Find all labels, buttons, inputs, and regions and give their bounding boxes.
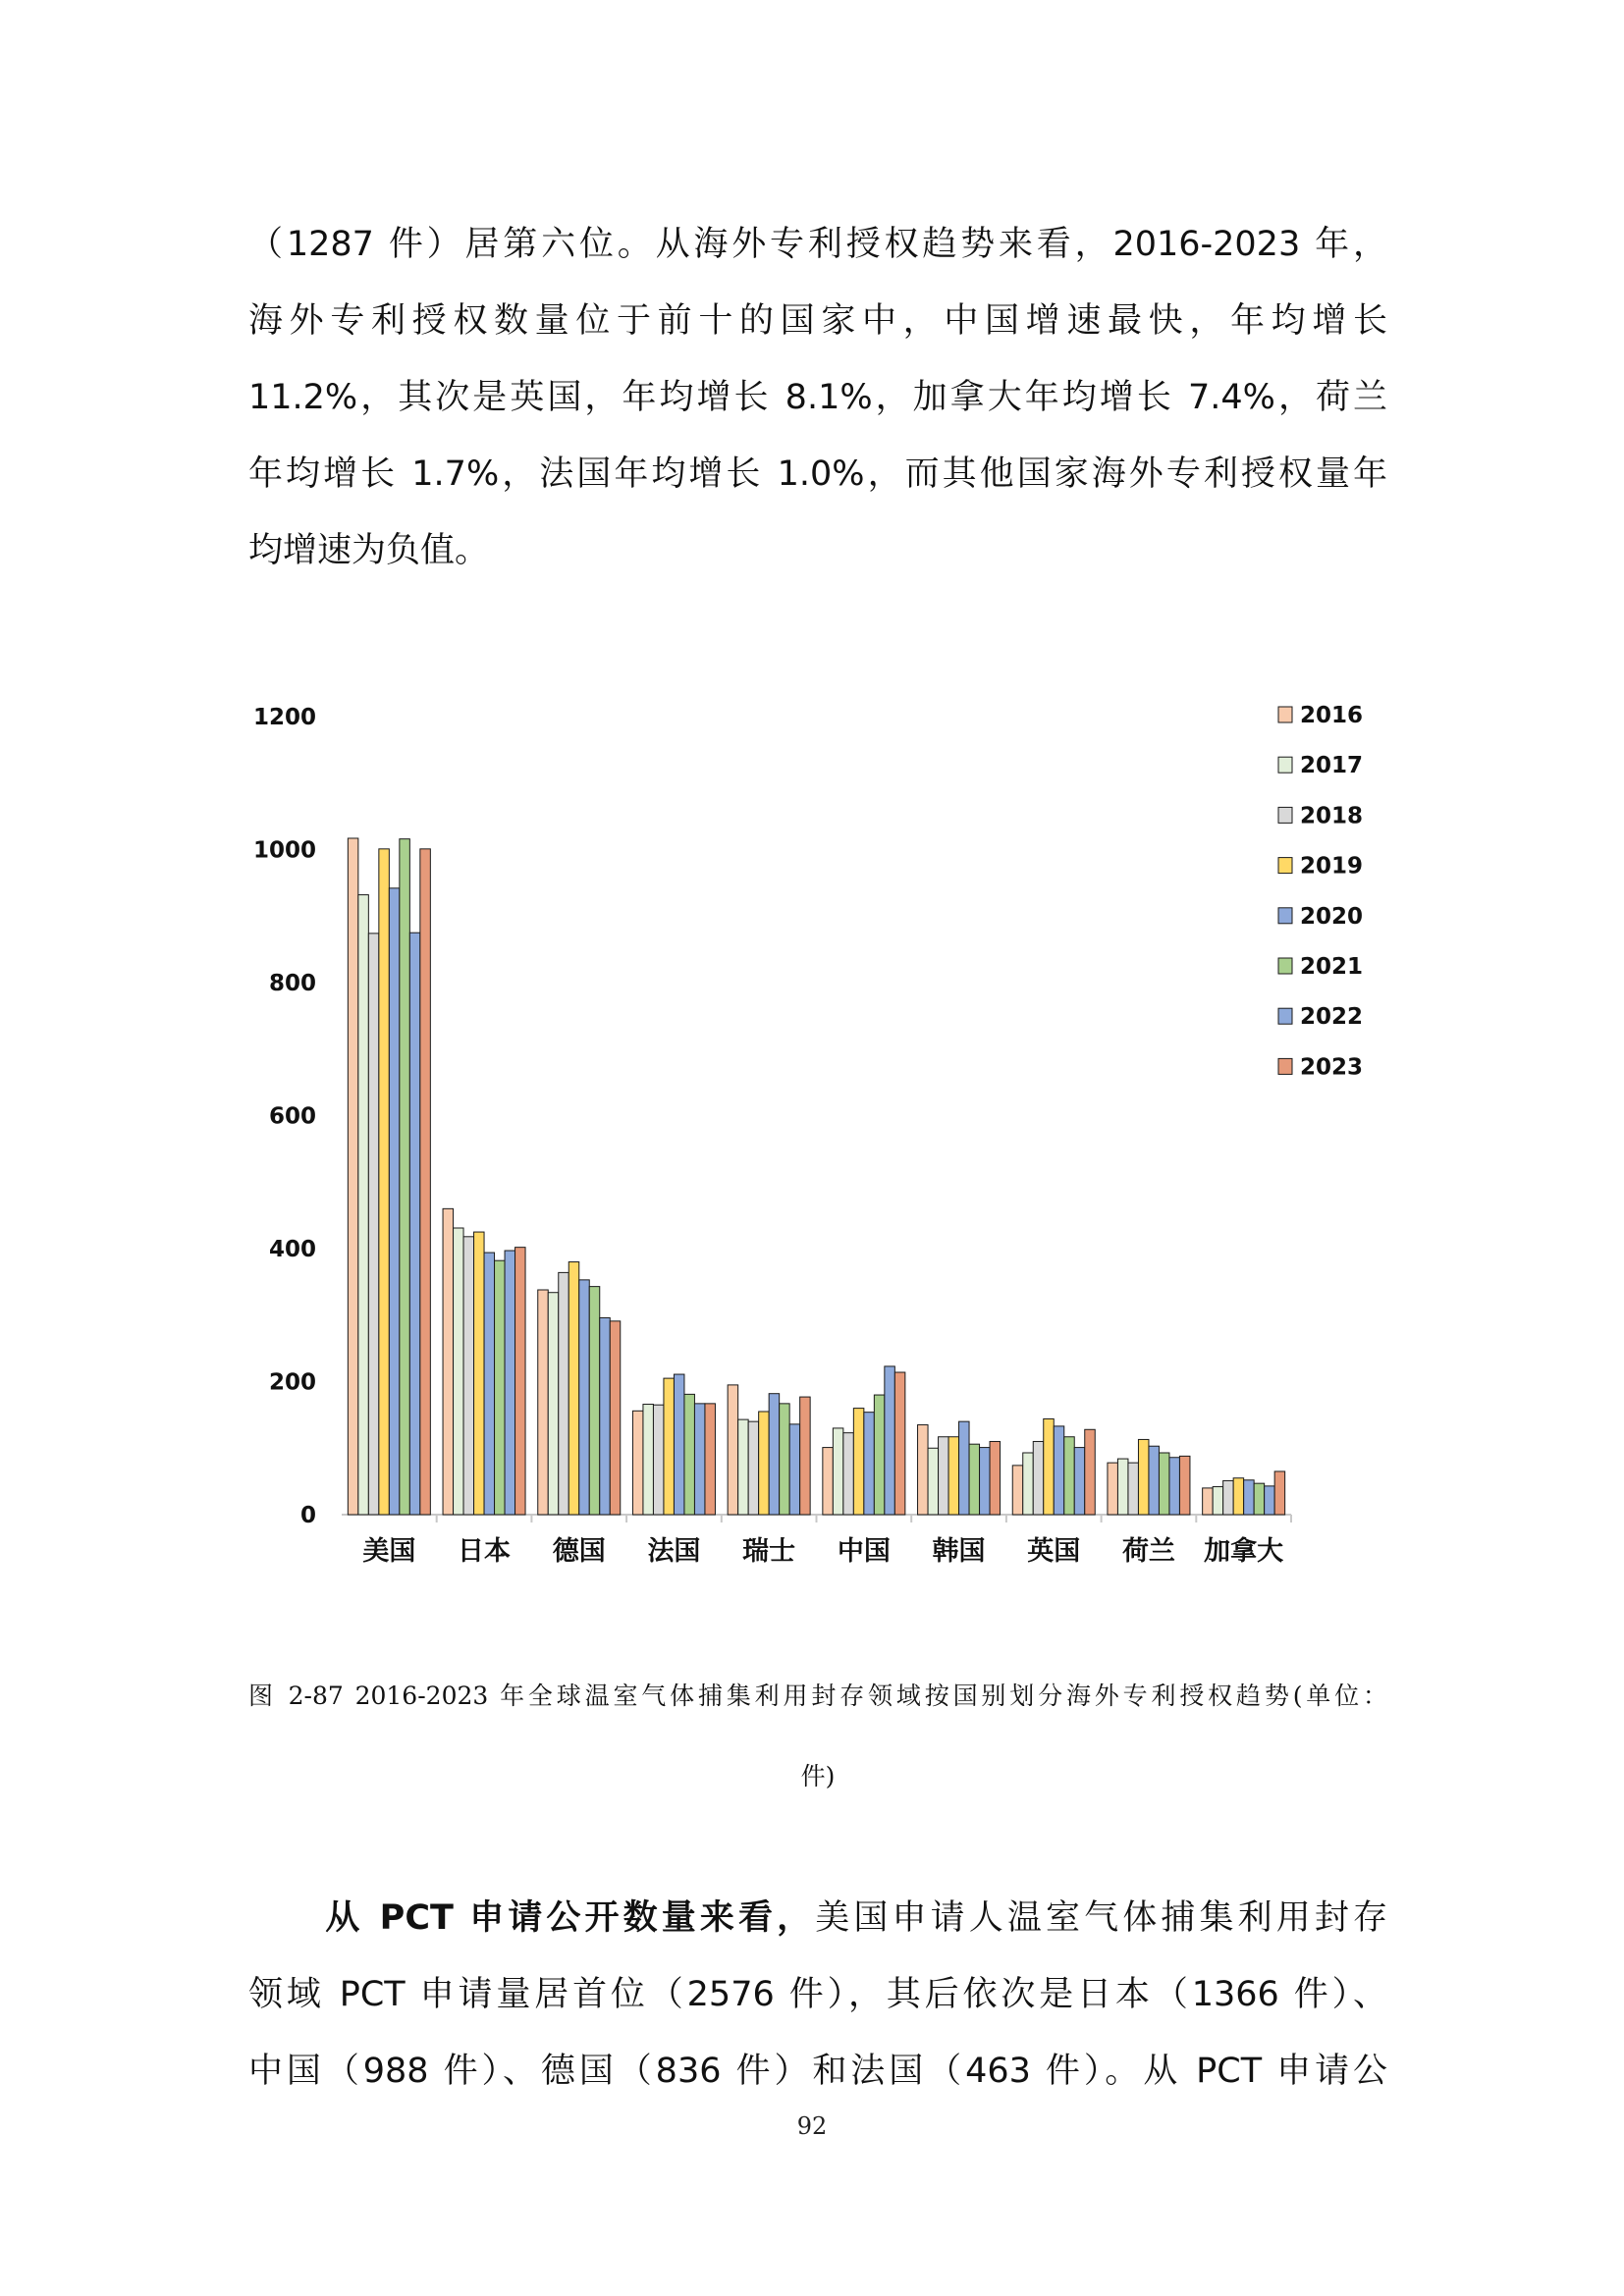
- body-paragraph-bottom: [248, 1880, 1387, 2109]
- legend-swatch: [1278, 1058, 1292, 1074]
- bar-2020: [1054, 1426, 1064, 1515]
- legend-swatch: [1278, 958, 1292, 974]
- bar-chart: [226, 677, 1404, 1600]
- bar-2018: [653, 1405, 664, 1515]
- bar-2022: [1169, 1458, 1180, 1515]
- x-tick-label: 法国: [647, 1536, 701, 1567]
- body-paragraph-top: [248, 206, 1387, 589]
- y-tick-label: 1200: [252, 705, 316, 730]
- bar-2017: [1117, 1459, 1128, 1515]
- bar-2019: [474, 1232, 485, 1515]
- bar-2021: [1254, 1483, 1265, 1515]
- bar-2022: [600, 1317, 611, 1515]
- bar-2022: [694, 1404, 705, 1515]
- bar-2022: [505, 1251, 515, 1515]
- bar-2022: [885, 1366, 895, 1515]
- bar-2018: [1223, 1480, 1234, 1515]
- legend-swatch: [1278, 1008, 1292, 1024]
- bar-2022: [409, 933, 420, 1515]
- legend-label: 2020: [1300, 903, 1364, 930]
- bar-2019: [948, 1437, 959, 1515]
- y-tick-label: 200: [268, 1369, 316, 1396]
- bar-2019: [568, 1262, 579, 1515]
- bar-2022: [1074, 1448, 1085, 1515]
- y-tick-label: 0: [299, 1503, 316, 1528]
- bar-2016: [538, 1290, 549, 1515]
- bold-lead-text: 从 PCT 申请公开数量来看，: [325, 1898, 816, 1938]
- bar-2018: [939, 1437, 949, 1515]
- bar-2020: [674, 1374, 684, 1515]
- x-tick-label: 英国: [1027, 1536, 1081, 1567]
- bar-2023: [1085, 1429, 1096, 1515]
- bar-2021: [1159, 1453, 1169, 1515]
- bar-2017: [643, 1405, 654, 1515]
- bar-2018: [1128, 1463, 1139, 1515]
- x-tick-label: 中国: [837, 1536, 891, 1567]
- bar-2020: [864, 1413, 875, 1515]
- bar-2023: [800, 1397, 811, 1515]
- bar-2021: [589, 1287, 600, 1515]
- bar-2016: [443, 1208, 454, 1515]
- bar-2023: [610, 1321, 621, 1515]
- bar-2021: [969, 1444, 980, 1515]
- bar-2023: [1179, 1456, 1190, 1515]
- legend-swatch: [1278, 757, 1292, 773]
- bar-2016: [348, 838, 358, 1515]
- bar-2020: [389, 888, 400, 1515]
- bar-chart-svg: [226, 677, 1404, 1600]
- figure-caption-line2: 件): [800, 1762, 836, 1790]
- bar-2022: [789, 1424, 800, 1515]
- bar-2020: [484, 1253, 495, 1515]
- legend-label: 2017: [1300, 753, 1364, 779]
- paragraph-line: 领域 PCT 申请量居首位（2576 件），其后依次是日本（1366 件）、: [248, 1975, 1387, 2014]
- bar-2018: [748, 1421, 759, 1515]
- bar-2019: [853, 1409, 864, 1515]
- bar-2016: [823, 1448, 834, 1515]
- bar-2019: [1138, 1439, 1149, 1515]
- y-tick-label: 400: [268, 1237, 316, 1262]
- bar-2019: [1233, 1478, 1244, 1515]
- bar-2022: [980, 1448, 991, 1515]
- x-tick-label: 日本: [458, 1536, 512, 1567]
- bar-2019: [379, 849, 390, 1515]
- bar-2020: [1244, 1480, 1255, 1515]
- legend-label: 2021: [1300, 954, 1364, 980]
- legend-swatch: [1278, 908, 1292, 924]
- bar-2016: [728, 1385, 738, 1515]
- bar-2018: [368, 934, 379, 1515]
- bar-2021: [874, 1395, 885, 1515]
- bar-2019: [664, 1378, 675, 1515]
- bar-2023: [1274, 1471, 1285, 1515]
- bar-2018: [843, 1433, 854, 1515]
- bar-2017: [833, 1428, 843, 1515]
- bar-2017: [1213, 1487, 1223, 1515]
- bar-2019: [759, 1412, 770, 1515]
- paragraph-line: （1287 件）居第六位。从海外专利授权趋势来看，2016-2023 年，: [248, 225, 1387, 264]
- bar-2021: [495, 1260, 506, 1515]
- page-number: 92: [796, 2112, 828, 2140]
- bar-2017: [928, 1448, 939, 1515]
- bar-2018: [1033, 1441, 1044, 1515]
- bar-2016: [632, 1411, 643, 1515]
- bar-2023: [990, 1441, 1001, 1515]
- x-tick-label: 韩国: [932, 1536, 986, 1567]
- legend-label: 2016: [1300, 703, 1364, 728]
- bar-2021: [684, 1394, 695, 1515]
- bar-2021: [780, 1404, 790, 1515]
- bar-2016: [1108, 1463, 1118, 1515]
- bar-2018: [559, 1272, 569, 1515]
- bar-2023: [894, 1372, 905, 1515]
- paragraph-line: 中国（988 件）、德国（836 件）和法国（463 件）。从 PCT 申请公: [248, 2052, 1387, 2091]
- bar-2023: [515, 1248, 526, 1515]
- bar-2016: [1012, 1466, 1023, 1515]
- paragraph-line: 海外专利授权数量位于前十的国家中，中国增速最快，年均增长: [248, 301, 1387, 341]
- bar-2020: [579, 1280, 590, 1515]
- legend-label: 2019: [1300, 853, 1364, 880]
- bar-2017: [1023, 1453, 1034, 1515]
- bar-2022: [1265, 1486, 1275, 1515]
- y-tick-label: 1000: [252, 837, 316, 864]
- x-tick-label: 加拿大: [1204, 1536, 1284, 1567]
- legend-swatch: [1278, 858, 1292, 874]
- bar-2017: [454, 1228, 464, 1515]
- paragraph-line: 11.2%，其次是英国，年均增长 8.1%，加拿大年均增长 7.4%，荷兰: [248, 378, 1387, 417]
- paragraph-line: 年均增长 1.7%，法国年均增长 1.0%，而其他国家海外专利授权量年: [248, 454, 1387, 494]
- bar-2016: [1203, 1488, 1214, 1515]
- bar-2018: [463, 1237, 474, 1515]
- y-tick-label: 800: [268, 971, 316, 996]
- legend-label: 2018: [1300, 803, 1364, 829]
- bar-2019: [1044, 1418, 1055, 1515]
- bar-2020: [959, 1421, 970, 1515]
- bar-2021: [1064, 1437, 1075, 1515]
- x-tick-label: 荷兰: [1121, 1536, 1175, 1567]
- x-tick-label: 瑞士: [742, 1536, 796, 1567]
- legend-label: 2023: [1300, 1054, 1364, 1081]
- legend-label: 2022: [1300, 1004, 1364, 1031]
- x-tick-label: 美国: [362, 1536, 416, 1567]
- paragraph-line: [248, 1880, 1387, 1956]
- bar-2017: [738, 1419, 749, 1515]
- legend-swatch: [1278, 707, 1292, 722]
- bar-2017: [358, 895, 369, 1515]
- bar-2020: [769, 1394, 780, 1515]
- bar-2023: [420, 849, 431, 1515]
- bar-2023: [705, 1404, 716, 1515]
- bar-2020: [1149, 1446, 1160, 1515]
- bar-2017: [548, 1293, 559, 1515]
- x-tick-label: 德国: [552, 1536, 606, 1567]
- bar-2016: [918, 1425, 929, 1515]
- bar-2021: [400, 839, 410, 1515]
- paragraph-line: 均增速为负值。: [248, 531, 490, 570]
- y-tick-label: 600: [268, 1103, 316, 1130]
- legend-swatch: [1278, 807, 1292, 823]
- paragraph-text: 美国申请人温室气体捕集利用封存: [815, 1898, 1387, 1938]
- figure-caption-line1: 图 2-87 2016-2023 年全球温室气体捕集利用封存领域按国别划分海外专利授权趋势(单位：: [248, 1682, 1387, 1710]
